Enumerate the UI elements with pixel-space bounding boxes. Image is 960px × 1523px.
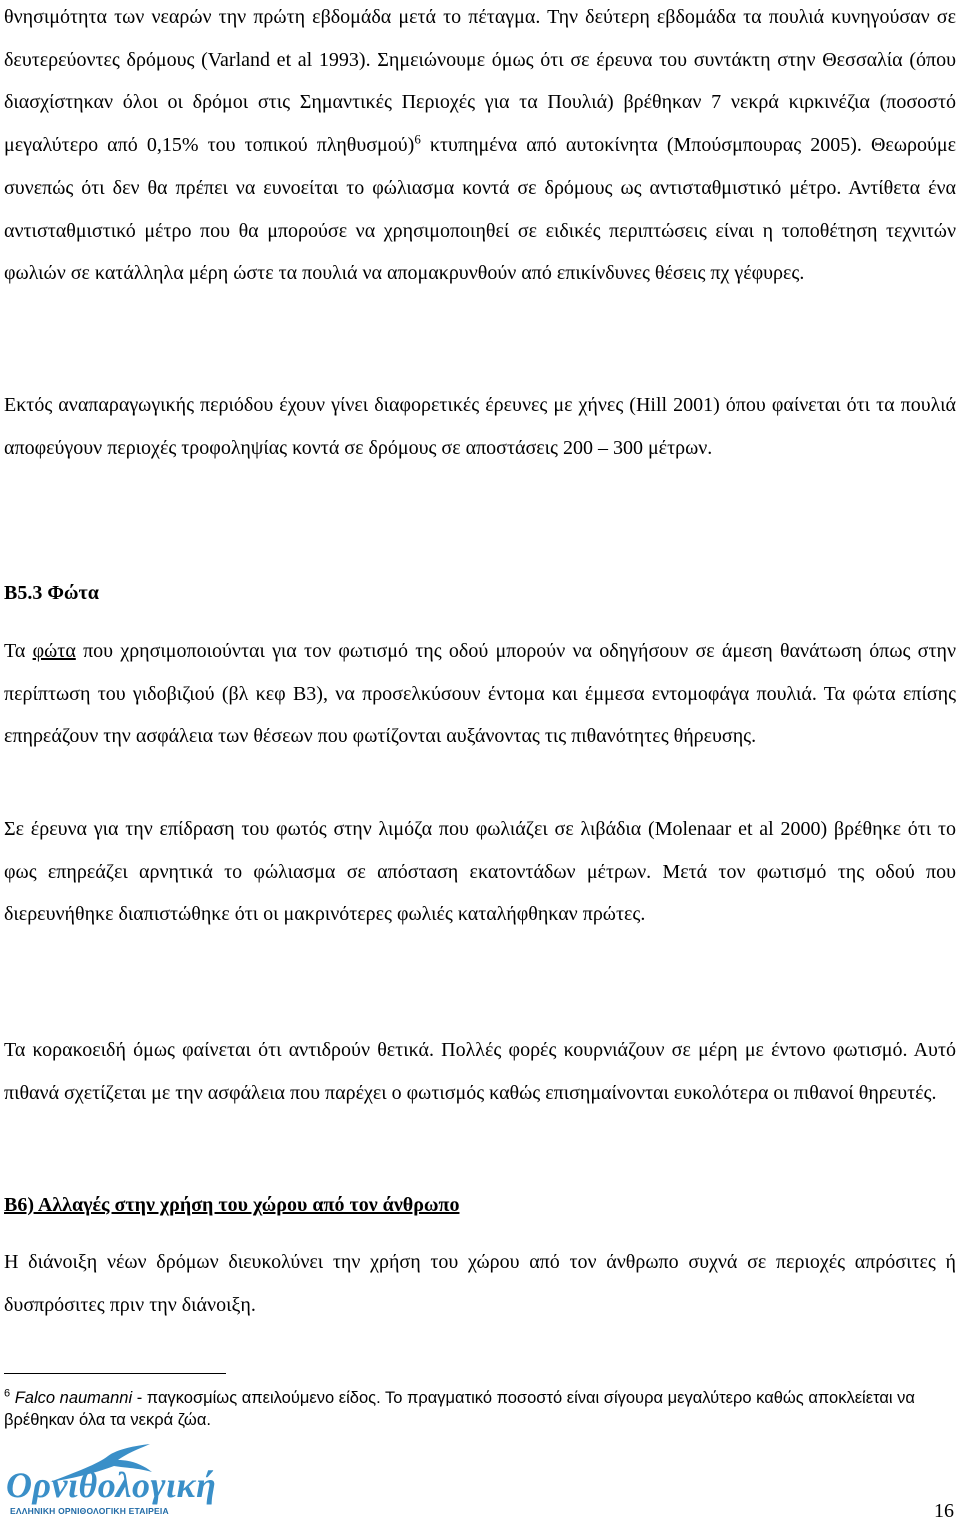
footnote-text: - παγκοσμίως απειλούμενο είδος. Το πραγματικό ποσοστό είναι σίγουρα μεγαλύτερο καθώς αποκλείεται να βρέθηκαν όλα τα νεκρά ζώα. (4, 1389, 915, 1429)
paragraph-godwit-research: Σε έρευνα για την επίδραση του φωτός στην λιμόζα που φωλιάζει σε λιβάδια (Molenaar et al 2000) βρέθηκε ότι το φως επηρεάζει αρνητικά το φώλιασμα σε απόσταση εκατοντάδων μέτρων. Μετά τον φωτισμό της οδού που διερευνήθηκε διαπιστώθηκε ότι οι μακρινότερες φωλιές καταλήφθηκαν πρώτες. (4, 818, 956, 926)
paragraph-text: κτυπημένα από αυτοκίνητα (Μπούσμπουρας 2005). Θεωρούμε συνεπώς ότι δεν θα πρέπει να ευνοείται το φώλιασμα κοντά σε δρόμους ως αντισταθμιστικό μέτρο. Αντίθετα ένα αντισταθμιστικό μέτρο που θα μπορούσε να χρησιμοποιηθεί σε ειδικές περιπτώσεις είναι η τοποθέτηση τεχνιτών φωλιών σε κατάλληλα μέρη ώστε τα πουλιά να απομακρυνθούν από επικίνδυνες θέσεις πχ γέφυρες. (4, 134, 956, 285)
paragraph-geese-research: Εκτός αναπαραγωγικής περιόδου έχουν γίνει διαφορετικές έρευνες με χήνες (Hill 2001) όπου φαίνεται ότι τα πουλιά αποφεύγουν περιοχές τροφοληψίας κοντά σε δρόμους σε αποστάσεις 200 – 300 μέτρων. (4, 394, 956, 459)
paragraph-road-mortality (4, 0, 956, 295)
logo-wordmark: Ορνιθολογική (6, 1465, 217, 1505)
paragraph-corvids: Τα κορακοειδή όμως φαίνεται ότι αντιδρούν θετικά. Πολλές φορές κουρνιάζουν σε μέρη με έντονο φωτισμό. Αυτό πιθανά σχετίζεται με την ασφάλεια που παρέχει ο φωτισμός καθώς επισημαίνονται ευκολότερα οι πιθανοί θηρευτές. (4, 1039, 956, 1104)
footnote-reference[interactable]: 6 (414, 131, 421, 147)
footnote-number: 6 (4, 1387, 11, 1400)
paragraph-text: που χρησιμοποιούνται για τον φωτισμό της οδού μπορούν να οδηγήσουν σε άμεση θανάτωση όπως στην περίπτωση του γιδοβιζιού (βλ κεφ Β3), να προσελκύσουν έντομα και έμμεσα εντομοφάγα πουλιά. Τα φώτα επίσης επηρεάζουν την ασφάλεια των θέσεων που φωτίζονται αυξάνοντας τις πιθανότητες θήρευσης. (4, 640, 956, 748)
section-heading-b53: Β5.3 Φώτα (4, 582, 99, 604)
paragraph-land-use: Η διάνοιξη νέων δρόμων διευκολύνει την χρήση του χώρου από τον άνθρωπο συχνά σε περιοχές απρόσιτες ή δυσπρόσιτες πριν την διάνοιξη. (4, 1251, 956, 1316)
paragraph-text: θνησιμότητα των νεαρών την πρώτη εβδομάδα μετά το πέταγμα. Την δεύτερη εβδομάδα τα πουλιά κυνηγούσαν σε δευτερεύοντες δρόμους (Varland et al 1993). Σημειώνουμε όμως ότι σε έρευνα του συντάκτη στην Θεσσαλία (όπου διασχίστηκαν όλοι οι δρόμοι στις Σημαντικές Περιοχές για τα Πουλιά) βρέθηκαν 7 νεκρά κιρκινέζια (ποσοστό μεγαλύτερο από 0,15% του τοπικού πληθυσμού) (4, 6, 956, 157)
paragraph-lights (4, 630, 956, 758)
paragraph-text: Τα (4, 640, 33, 662)
footnote (4, 1387, 944, 1431)
footnote-species: Falco naumanni (14, 1389, 133, 1407)
logo-subtitle: ΕΛΛΗΝΙΚΗ ΟΡΝΙΘΟΛΟΓΙΚΗ ΕΤΑΙΡΕΙΑ (10, 1506, 169, 1516)
section-heading-b6: Β6) Αλλαγές στην χρήση του χώρου από τον άνθρωπο (4, 1194, 460, 1216)
underlined-term: φώτα (32, 640, 76, 662)
footnote-separator (4, 1373, 226, 1374)
page-number: 16 (934, 1500, 954, 1522)
ornithological-society-logo (4, 1442, 217, 1517)
